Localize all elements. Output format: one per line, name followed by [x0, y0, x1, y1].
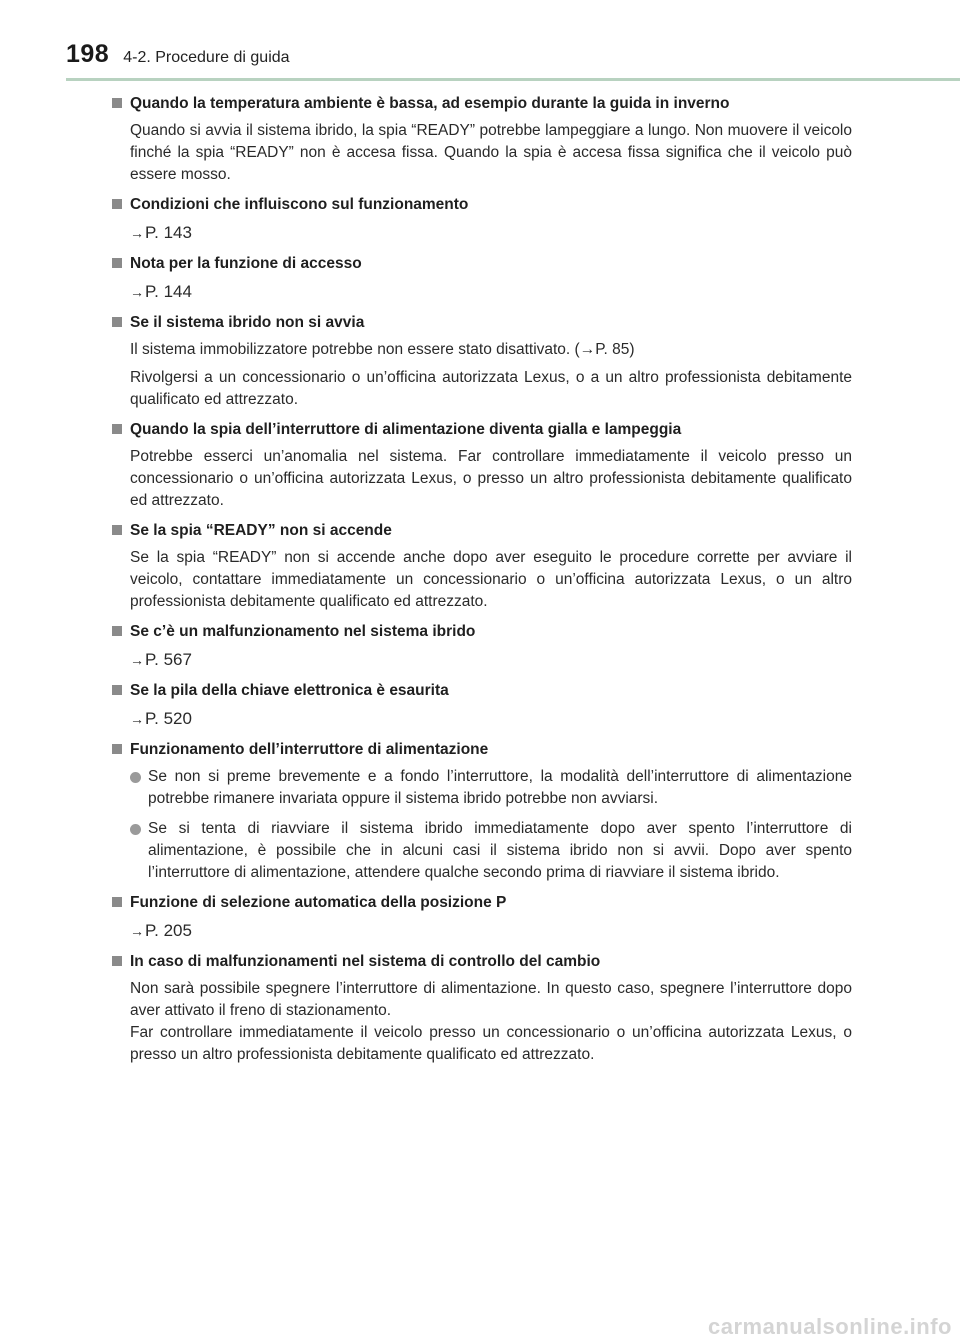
section-title: 4-2. Procedure di guida — [123, 49, 290, 66]
square-bullet-icon — [112, 525, 122, 535]
square-bullet-icon — [112, 744, 122, 754]
square-bullet-icon — [112, 199, 122, 209]
topic-heading — [112, 739, 852, 760]
topic-heading-text: Se la pila della chiave elettronica è esaurita — [130, 682, 449, 699]
topic-section — [112, 520, 852, 613]
body-paragraph: Rivolgersi a un concessionario o un’officina autorizzata Lexus, o a un altro professionista debitamente qualificato ed attrezzato. — [130, 369, 852, 408]
page-reference[interactable] — [130, 280, 852, 304]
page-reference[interactable] — [130, 221, 852, 245]
topic-heading-text: Funzione di selezione automatica della posizione P — [130, 894, 507, 911]
arrow-right-icon: → — [130, 225, 144, 241]
topic-heading — [112, 680, 852, 701]
topic-section — [112, 892, 852, 943]
topic-heading-text: Se il sistema ibrido non si avvia — [130, 314, 365, 331]
square-bullet-icon — [112, 258, 122, 268]
body-paragraph: Non sarà possibile spegnere l’interruttore di alimentazione. In questo caso, spegnere l’interruttore dopo aver attivato il freno di stazionamento. Far controllare immediatamente il veicolo presso un concessionario o un’officina autorizzata Lexus, o presso un altro professionista debitamente qualificato ed attrezzato. — [130, 980, 852, 1063]
topic-section — [112, 621, 852, 672]
arrow-right-icon: → — [130, 923, 144, 939]
page-reference[interactable] — [130, 919, 852, 943]
square-bullet-icon — [112, 317, 122, 327]
square-bullet-icon — [112, 626, 122, 636]
topic-section — [112, 312, 852, 411]
arrow-right-icon: → — [130, 711, 144, 727]
page-reference[interactable] — [130, 648, 852, 672]
topic-heading — [112, 621, 852, 642]
topic-heading — [112, 419, 852, 440]
square-bullet-icon — [112, 956, 122, 966]
watermark: carmanualsonline.info — [708, 1314, 952, 1339]
body-paragraph: Se la spia “READY” non si accende anche dopo aver eseguito le procedure corrette per avviare il veicolo, contattare immediatamente un concessionario o un’officina autorizzata Lexus, o un altro professionista debitamente qualificato ed attrezzato. — [130, 549, 852, 610]
body-paragraph: Quando si avvia il sistema ibrido, la spia “READY” potrebbe lampeggiare a lungo. Non muovere il veicolo finché la spia “READY” non è accesa fissa. Quando la spia è accesa fissa significa che il veicolo può essere mosso. — [130, 122, 852, 183]
arrow-right-icon: → — [130, 284, 144, 300]
topic-heading — [112, 520, 852, 541]
page-header — [66, 40, 290, 70]
page-reference-text: P. 143 — [145, 223, 192, 242]
bullet-item — [130, 766, 852, 810]
topic-heading-text: Funzionamento dell’interruttore di alimentazione — [130, 741, 489, 758]
topic-section — [112, 93, 852, 186]
bullet-text: Se si tenta di riavviare il sistema ibrido immediatamente dopo aver spento l’interruttore di alimentazione, è possibile che in alcuni casi il sistema ibrido non si avvii. Dopo aver spento l’interruttore di alimentazione, attendere qualche secondo prima di riavviare il sistema ibrido. — [148, 820, 852, 881]
topic-heading — [112, 253, 852, 274]
topic-heading — [112, 194, 852, 215]
circle-bullet-icon — [130, 772, 141, 783]
topic-heading-text: Se la spia “READY” non si accende — [130, 522, 392, 539]
topic-section — [112, 739, 852, 884]
topic-heading — [112, 951, 852, 972]
square-bullet-icon — [112, 897, 122, 907]
body-paragraph: Il sistema immobilizzatore potrebbe non essere stato disattivato. (→P. 85) — [130, 341, 635, 358]
topic-section — [112, 194, 852, 245]
square-bullet-icon — [112, 685, 122, 695]
bullet-item — [130, 818, 852, 884]
topic-heading — [112, 93, 852, 114]
arrow-right-icon: → — [130, 652, 144, 668]
page-reference-text: P. 144 — [145, 282, 192, 301]
topic-heading — [112, 312, 852, 333]
topic-section — [112, 253, 852, 304]
square-bullet-icon — [112, 424, 122, 434]
topic-section — [112, 419, 852, 512]
page-reference[interactable] — [130, 707, 852, 731]
page-content — [112, 93, 852, 1074]
page-reference-text: P. 567 — [145, 650, 192, 669]
topic-heading-text: Nota per la funzione di accesso — [130, 255, 362, 272]
header-divider — [66, 78, 960, 81]
topic-section — [112, 680, 852, 731]
circle-bullet-icon — [130, 824, 141, 835]
topic-heading-text: Quando la spia dell’interruttore di alimentazione diventa gialla e lampeggia — [130, 421, 682, 438]
bullet-text: Se non si preme brevemente e a fondo l’interruttore, la modalità dell’interruttore di alimentazione potrebbe rimanere invariata oppure il sistema ibrido potrebbe non avviarsi. — [148, 768, 852, 807]
topic-section — [112, 951, 852, 1066]
topic-heading-text: Condizioni che influiscono sul funzionamento — [130, 196, 469, 213]
page-reference-text: P. 205 — [145, 921, 192, 940]
page-reference-text: P. 520 — [145, 709, 192, 728]
page-number: 198 — [66, 40, 110, 68]
body-paragraph: Potrebbe esserci un’anomalia nel sistema. Far controllare immediatamente il veicolo presso un concessionario o un’officina autorizzata Lexus, o presso un altro professionista debitamente qualificato ed attrezzato. — [130, 448, 852, 509]
topic-heading — [112, 892, 852, 913]
topic-heading-text: In caso di malfunzionamenti nel sistema di controllo del cambio — [130, 953, 601, 970]
square-bullet-icon — [112, 98, 122, 108]
topic-heading-text: Quando la temperatura ambiente è bassa, ad esempio durante la guida in inverno — [130, 95, 730, 112]
topic-heading-text: Se c’è un malfunzionamento nel sistema ibrido — [130, 623, 476, 640]
